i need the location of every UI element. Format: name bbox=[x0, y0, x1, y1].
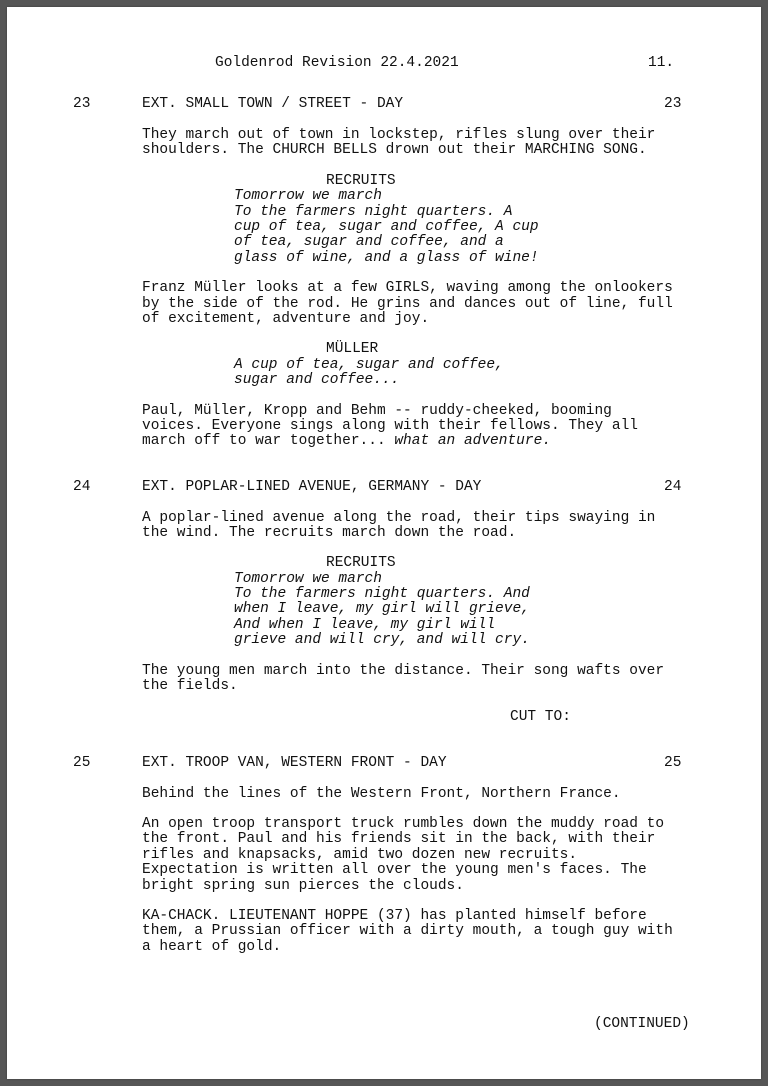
action-line: KA-CHACK. LIEUTENANT HOPPE (37) has planted himself before bbox=[142, 908, 647, 924]
scene-heading: EXT. POPLAR-LINED AVENUE, GERMANY - DAY bbox=[142, 479, 482, 495]
action-line: a heart of gold. bbox=[142, 939, 282, 955]
dialogue-line: grieve and will cry, and will cry. bbox=[234, 632, 530, 648]
action-line: Expectation is written all over the young men's faces. The bbox=[142, 862, 647, 878]
action-line: The young men march into the distance. Their song wafts over bbox=[142, 663, 665, 679]
dialogue-line: To the farmers night quarters. And bbox=[234, 586, 530, 602]
action-line: A poplar-lined avenue along the road, their tips swaying in bbox=[142, 510, 656, 526]
action-text: march off to war together... bbox=[142, 433, 395, 449]
scene-number-right: 25 bbox=[664, 755, 682, 771]
action-line: voices. Everyone sings along with their fellows. They all bbox=[142, 418, 638, 434]
scene-number-right: 24 bbox=[664, 479, 682, 495]
character-cue: MÜLLER bbox=[326, 341, 379, 357]
dialogue-line: glass of wine, and a glass of wine! bbox=[234, 250, 539, 266]
action-line: the wind. The recruits march down the road. bbox=[142, 525, 517, 541]
action-line: bright spring sun pierces the clouds. bbox=[142, 878, 464, 894]
action-line: of excitement, adventure and joy. bbox=[142, 311, 430, 327]
action-line: Franz Müller looks at a few GIRLS, waving among the onlookers bbox=[142, 280, 673, 296]
page-number: 11. bbox=[648, 55, 675, 71]
scene-number-left: 25 bbox=[73, 755, 91, 771]
dialogue-line: cup of tea, sugar and coffee, A cup bbox=[234, 219, 539, 235]
dialogue-line: sugar and coffee... bbox=[234, 372, 400, 388]
action-line: They march out of town in lockstep, rifles slung over their bbox=[142, 127, 656, 143]
dialogue-line: of tea, sugar and coffee, and a bbox=[234, 234, 504, 250]
dialogue-line: Tomorrow we march bbox=[234, 571, 382, 587]
dialogue-line: And when I leave, my girl will bbox=[234, 617, 496, 633]
dialogue-line: To the farmers night quarters. A bbox=[234, 204, 513, 220]
continued-marker: (CONTINUED) bbox=[594, 1016, 690, 1032]
scene-number-left: 24 bbox=[73, 479, 91, 495]
scene-number-right: 23 bbox=[664, 96, 682, 112]
action-line: by the side of the rod. He grins and dances out of line, full bbox=[142, 296, 673, 312]
action-line: rifles and knapsacks, amid two dozen new recruits. bbox=[142, 847, 578, 863]
action-line: Paul, Müller, Kropp and Behm -- ruddy-cheeked, booming bbox=[142, 403, 612, 419]
action-line: An open troop transport truck rumbles down the muddy road to bbox=[142, 816, 665, 832]
transition: CUT TO: bbox=[510, 709, 571, 725]
action-line: shoulders. The CHURCH BELLS drown out their MARCHING SONG. bbox=[142, 142, 647, 158]
action-emphasis: what an adventure. bbox=[394, 433, 551, 449]
character-cue: RECRUITS bbox=[326, 173, 396, 189]
scene-heading: EXT. TROOP VAN, WESTERN FRONT - DAY bbox=[142, 755, 447, 771]
scene-number-left: 23 bbox=[73, 96, 91, 112]
action-line: Behind the lines of the Western Front, Northern France. bbox=[142, 786, 621, 802]
action-line: them, a Prussian officer with a dirty mouth, a tough guy with bbox=[142, 923, 673, 939]
dialogue-line: A cup of tea, sugar and coffee, bbox=[234, 357, 504, 373]
character-cue: RECRUITS bbox=[326, 555, 396, 571]
dialogue-line: Tomorrow we march bbox=[234, 188, 382, 204]
action-line: the front. Paul and his friends sit in the back, with their bbox=[142, 831, 656, 847]
action-line: the fields. bbox=[142, 678, 238, 694]
scene-heading: EXT. SMALL TOWN / STREET - DAY bbox=[142, 96, 404, 112]
revision-header: Goldenrod Revision 22.4.2021 bbox=[215, 55, 459, 71]
script-page bbox=[7, 7, 761, 1079]
dialogue-line: when I leave, my girl will grieve, bbox=[234, 601, 530, 617]
action-line bbox=[142, 434, 551, 449]
